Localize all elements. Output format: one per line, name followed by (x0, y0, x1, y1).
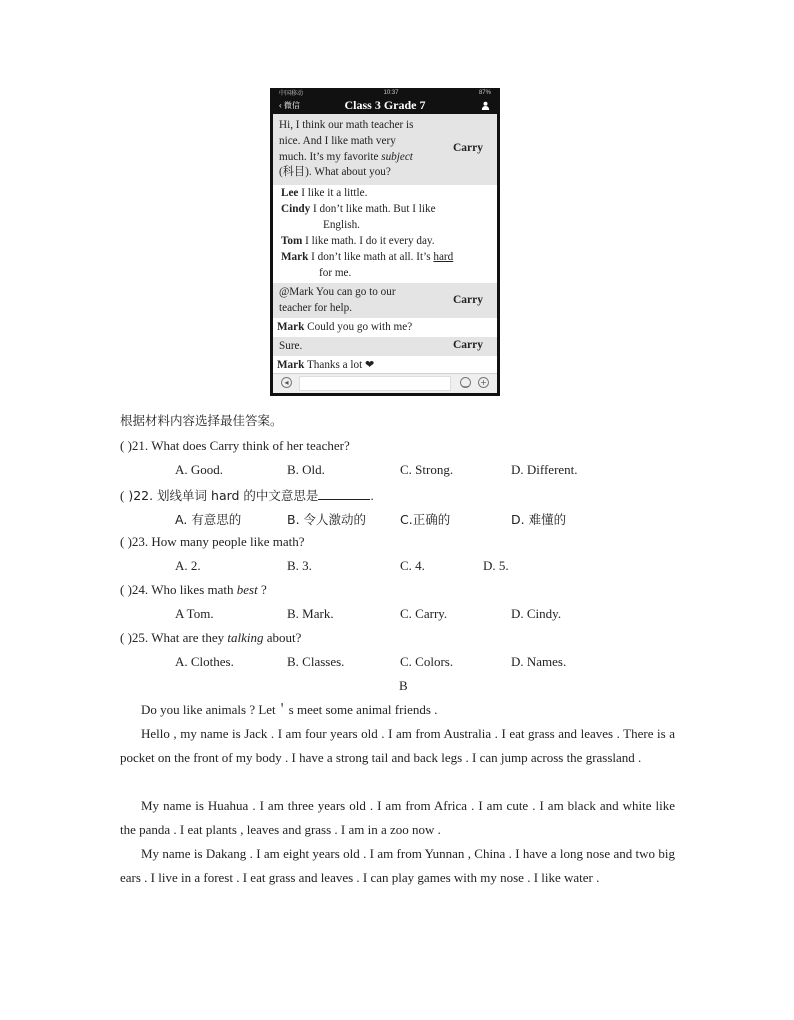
message-text: Sure. (279, 340, 303, 352)
answer-paren: ( (120, 438, 125, 453)
message-line: @Mark You can go to our (279, 286, 396, 298)
status-bar (273, 88, 497, 97)
question-text: ? (257, 582, 267, 597)
voice-icon[interactable]: ◂ (281, 377, 292, 388)
passage-paragraph (120, 722, 675, 770)
option-c: C. Colors. (400, 654, 454, 669)
message-text: I like it a little. (298, 187, 368, 199)
option-b: B. Old. (287, 462, 325, 477)
option-d: D. 5. (483, 558, 509, 573)
sender-name: Tom (281, 235, 303, 247)
message-text: Could you go with me? (304, 321, 413, 333)
passage-paragraph (120, 842, 675, 890)
question-text: )24. Who likes math (124, 582, 237, 597)
option-a: A. Clothes. (175, 654, 234, 669)
paragraph-text: My name is Huahua . I am three years old . I am from Africa . I am cute . I am black and white like the panda . I eat plants , leaves and grass . I am in a zoo now . (120, 798, 675, 837)
chat-message (273, 337, 497, 356)
chat-title: Class 3 Grade 7 (344, 98, 426, 112)
question-stem (120, 534, 305, 550)
option-c: C. Strong. (400, 462, 454, 477)
paragraph-text: Do you like animals ? Let＇s meet some animal friends . (141, 702, 438, 717)
option-c: C. 4. (400, 558, 425, 573)
instruction: 根据材料内容选择最佳答案。 (120, 413, 283, 428)
carrier-label: 中国移动 (279, 91, 304, 97)
message-text: I don’t like math at all. It’s (308, 251, 434, 263)
user-icon[interactable] (481, 101, 490, 110)
message-text: for me. (319, 266, 352, 279)
question-stem (120, 630, 301, 646)
question-text: )22. 划线单词 hard 的中文意思是 (124, 488, 319, 503)
message-line: nice. And I like math very (279, 134, 396, 147)
chat-message (273, 234, 497, 250)
answer-blank (318, 488, 370, 500)
option-d: D. Names. (511, 654, 567, 669)
chat-input-bar (273, 373, 497, 393)
battery-label: 87% (478, 89, 491, 96)
chat-message (273, 202, 497, 234)
sender-name: Carry (452, 294, 483, 306)
option-d: D. Different. (511, 462, 578, 477)
option-c: C.正确的 (400, 512, 451, 527)
message-line: (科目). What about you? (279, 166, 391, 179)
option-b: B. 令人激动的 (287, 512, 367, 527)
answer-paren: ( (120, 534, 125, 549)
answer-paren: ( (120, 488, 125, 503)
message-text: I like math. I do it every day. (302, 235, 435, 247)
clock-label: 10:37 (383, 89, 399, 96)
message-input[interactable] (299, 376, 451, 391)
paragraph-text: Hello , my name is Jack . I am four years old . I am from Australia . I eat grass and leaves . There is a pocket on the front of my body . I have a strong tail and back legs . I can jump across the grassland . (120, 726, 675, 765)
underlined-word: hard (433, 251, 454, 263)
emoji-icon[interactable]: ‿ (460, 377, 471, 388)
option-a: A. 有意思的 (175, 512, 242, 527)
question-stem (120, 582, 267, 598)
section-heading: B (399, 678, 408, 693)
question-text: about? (263, 630, 302, 645)
message-text: much. It’s my favorite (279, 150, 382, 163)
option-b: B. Classes. (287, 654, 345, 669)
option-a: A. Good. (175, 462, 224, 477)
sender-name: Carry (452, 339, 483, 351)
message-line: Hi, I think our math teacher is (279, 119, 414, 131)
option-a: A. 2. (175, 558, 201, 573)
question-stem (120, 438, 350, 454)
question-italic: talking (227, 630, 264, 645)
question-text: )25. What are they (124, 630, 228, 645)
sender-name: Cindy (281, 203, 311, 215)
chat-message (273, 283, 497, 318)
passage-paragraph (120, 794, 675, 842)
chat-message (273, 250, 497, 283)
question-text: . (370, 488, 374, 503)
question-text: )21. What does Carry think of her teacher? (124, 438, 350, 453)
passage-intro (120, 698, 675, 722)
message-text: Thanks a lot ❤ (304, 359, 375, 371)
sender-name: Mark (277, 359, 305, 371)
option-d: D. Cindy. (511, 606, 562, 621)
plus-icon[interactable]: + (478, 377, 489, 388)
option-d: D. 难懂的 (511, 512, 567, 527)
sender-name: Lee (281, 187, 299, 199)
option-b: B. 3. (287, 558, 312, 573)
message-text: I don’t like math. But I like (310, 203, 436, 215)
message-line: teacher for help. (279, 301, 352, 314)
message-text: English. (323, 218, 360, 231)
option-c: C. Carry. (400, 606, 448, 621)
option-b: B. Mark. (287, 606, 334, 621)
sender-name: Carry (452, 142, 483, 154)
chat-messages (273, 114, 497, 385)
chat-message (273, 114, 497, 185)
question-italic: best (236, 582, 258, 597)
answer-paren: ( (120, 582, 125, 597)
chat-screenshot (270, 88, 500, 396)
question-stem (120, 486, 374, 504)
chat-message (273, 318, 497, 337)
option-a: A Tom. (175, 606, 214, 621)
back-button[interactable]: ‹ 微信 (279, 101, 300, 110)
chat-message (273, 186, 497, 202)
paragraph-text: My name is Dakang . I am eight years old . I am from Yunnan , China . I have a long nose and two big ears . I live in a forest . I eat grass and leaves . I can play games with my nose . I like water . (120, 846, 675, 885)
back-label: 微信 (283, 101, 300, 110)
chat-titlebar (273, 97, 497, 114)
sender-name: Mark (281, 251, 309, 263)
sender-name: Mark (277, 321, 305, 333)
message-italic: subject (381, 150, 413, 163)
question-text: )23. How many people like math? (124, 534, 305, 549)
answer-paren: ( (120, 630, 125, 645)
